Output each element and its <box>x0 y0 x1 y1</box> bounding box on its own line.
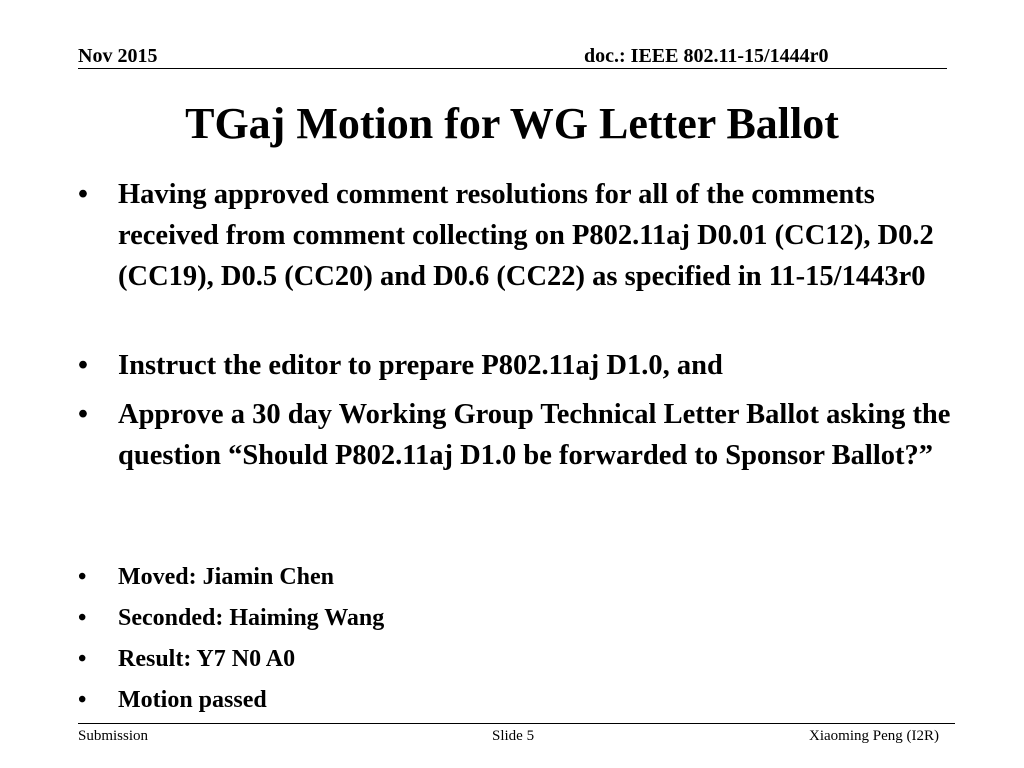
vote-text: Moved: Jiamin Chen <box>118 564 334 590</box>
bullet-item <box>78 345 978 386</box>
bullet-text: Having approved comment resolutions for all of the comments received from comment collecting on P802.11aj D0.01 (CC12), D0.2 (CC19), D0.5 (CC20) and D0.6 (CC22) as specified in 11-15/1443r0 <box>118 179 934 292</box>
footer-submission: Submission <box>78 728 149 744</box>
bullet-marker: • <box>78 646 87 672</box>
footer-divider <box>78 723 955 724</box>
vote-item-seconded <box>78 603 978 633</box>
bullet-marker: • <box>78 179 88 210</box>
slide-number: Slide 5 <box>492 728 535 744</box>
vote-item-moved <box>78 562 978 592</box>
vote-item-result <box>78 644 978 674</box>
bullet-marker: • <box>78 605 87 631</box>
bullet-text: Approve a 30 day Working Group Technical Letter Ballot asking the question “Should P802.11aj D1.0 be forwarded to Sponsor Ballot?” <box>118 399 951 471</box>
header-date: Nov 2015 <box>78 45 158 67</box>
vote-text: Motion passed <box>118 687 267 713</box>
vote-text: Result: Y7 N0 A0 <box>118 646 296 672</box>
bullet-text: Instruct the editor to prepare P802.11aj D1.0, and <box>118 350 723 381</box>
bullet-marker: • <box>78 399 88 430</box>
bullet-marker: • <box>78 350 88 381</box>
bullet-marker: • <box>78 687 87 713</box>
header-doc-id: doc.: IEEE 802.11-15/1444r0 <box>584 45 829 67</box>
vote-text: Seconded: Haiming Wang <box>118 605 385 631</box>
footer-author: Xiaoming Peng (I2R) <box>809 728 939 744</box>
vote-item-outcome <box>78 685 978 715</box>
header-divider <box>78 68 947 69</box>
bullet-marker: • <box>78 564 87 590</box>
slide-title: TGaj Motion for WG Letter Ballot <box>185 99 839 148</box>
bullet-item <box>78 394 978 476</box>
bullet-item <box>78 174 978 297</box>
